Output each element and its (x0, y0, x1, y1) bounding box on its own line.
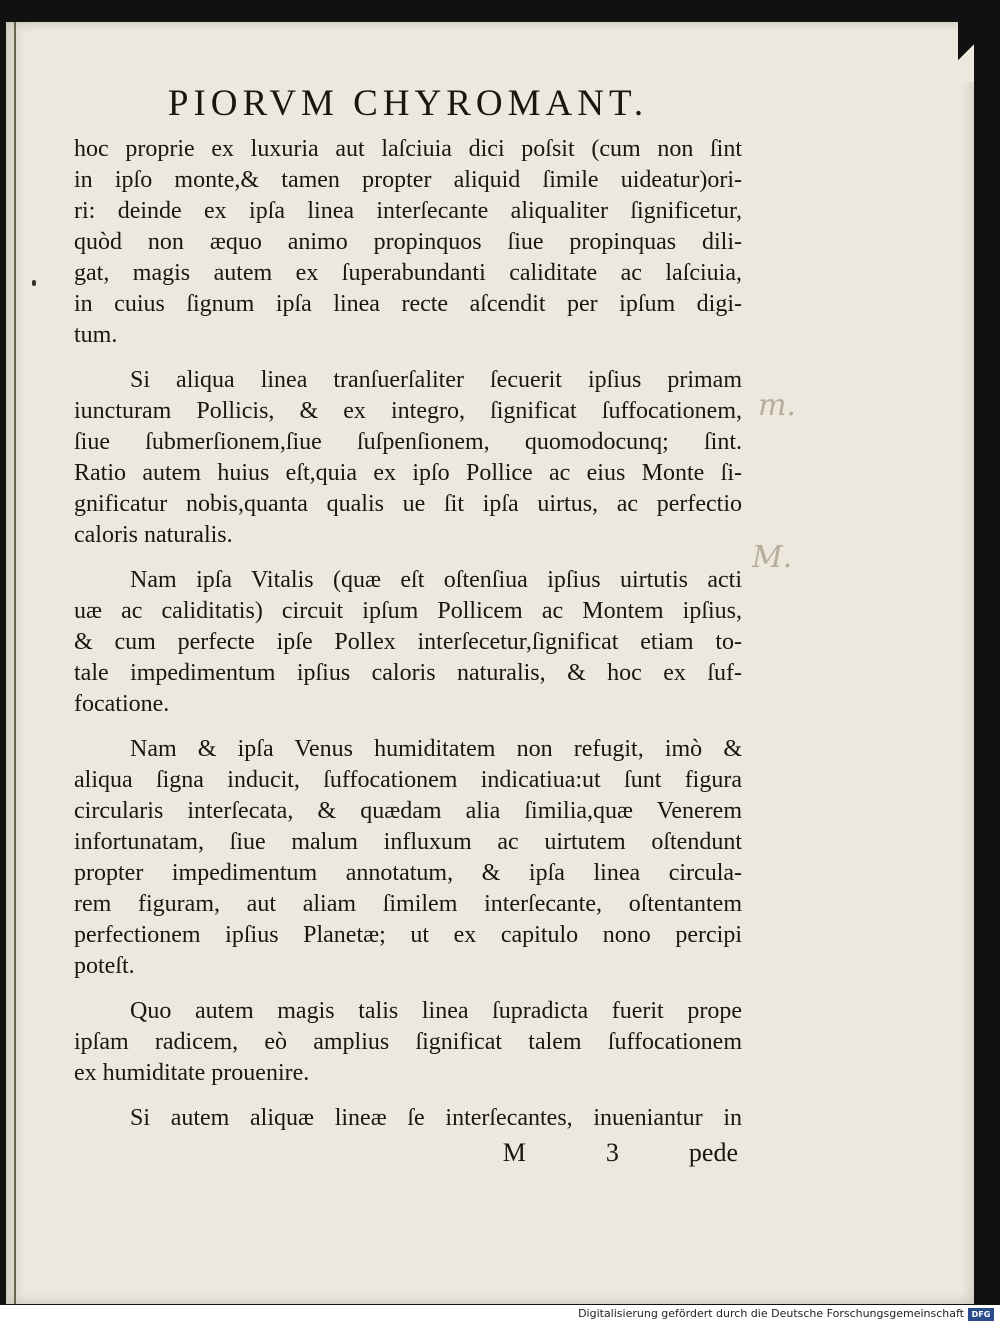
catchword: pede (688, 1138, 738, 1167)
paragraph (74, 734, 742, 982)
footer-bar (0, 1305, 1000, 1325)
paragraph (74, 1103, 742, 1134)
text-line: poteſt. (74, 953, 135, 979)
text-line: aliqua ſigna inducit, ſuffocationem indicatiua:ut ſunt figura (74, 767, 742, 793)
text-line: gat, magis autem ex ſuperabundanti caliditate ac laſciuia, (74, 260, 742, 286)
signature-line (74, 1136, 742, 1170)
text-line: ri: deinde ex ipſa linea interſecante aliqualiter ſignificetur, (74, 198, 742, 224)
margin-note: M. (752, 540, 793, 575)
text-line: & cum perfecte ipſe Pollex interſecetur,ſignificat etiam to- (74, 629, 742, 655)
text-line: Nam ipſa Vitalis (quæ eſt oſtenſiua ipſius uirtutis acti (130, 567, 742, 593)
page-corner (958, 22, 974, 82)
text-line: focatione. (74, 691, 170, 717)
text-line: propter impedimentum annotatum, & ipſa linea circula- (74, 860, 742, 886)
dfg-logo: DFG (968, 1308, 994, 1321)
text-line: rem figuram, aut aliam ſimilem interſecante, oſtentantem (74, 891, 742, 917)
text-line: circularis interſecata, & quædam alia ſimilia,quæ Venerem (74, 798, 742, 824)
text-block (74, 80, 742, 1170)
margin-note: m. (758, 388, 796, 423)
text-line: in cuius ſignum ipſa linea recte aſcendit per ipſum digi- (74, 291, 742, 317)
text-line: quòd non æquo animo propinquos ſiue propinquas dili- (74, 229, 742, 255)
text-line: iuncturam Pollicis, & ex integro, ſignificat ſuffocationem, (74, 398, 742, 424)
paragraph (74, 134, 742, 351)
text-line: tale impedimentum ipſius caloris naturalis, & hoc ex ſuf- (74, 660, 742, 686)
footer-credit: Digitalisierung gefördert durch die Deutsche Forschungsgemeinschaft (578, 1307, 964, 1320)
text-line: ſiue ſubmerſionem,ſiue ſuſpenſionem, quomodocunq; ſint. (74, 429, 742, 455)
text-line: in ipſo monte,& tamen propter aliquid ſimile uideatur)ori- (74, 167, 742, 193)
paragraph (74, 996, 742, 1089)
text-line: Ratio autem huius eſt,quia ex ipſo Pollice ac eius Monte ſi- (74, 460, 742, 486)
text-line: Si aliqua linea tranſuerſaliter ſecuerit ipſius primam (130, 367, 742, 393)
text-line: hoc proprie ex luxuria aut laſciuia dici poſsit (cum non ſint (74, 136, 742, 162)
signature-mark: M (502, 1138, 526, 1167)
paragraph (74, 365, 742, 551)
text-line: ex humiditate prouenire. (74, 1060, 310, 1086)
text-line: caloris naturalis. (74, 522, 233, 548)
text-line: ipſam radicem, eò amplius ſignificat talem ſuffocationem (74, 1029, 742, 1055)
text-line: gnificatur nobis,quanta qualis ue ſit ipſa uirtus, ac perfectio (74, 491, 742, 517)
page-gutter (14, 22, 16, 1304)
margin-mark (32, 280, 36, 286)
text-line: Si autem aliquæ lineæ ſe interſecantes, inueniantur in (130, 1105, 742, 1131)
text-line: Quo autem magis talis linea ſupradicta fuerit prope (130, 998, 742, 1024)
text-line: uæ ac caliditatis) circuit ipſum Pollicem ac Montem ipſius, (74, 598, 742, 624)
running-head: PIORVM CHYROMANT. (167, 83, 649, 124)
signature-number: 3 (605, 1138, 619, 1167)
text-line: Nam & ipſa Venus humiditatem non refugit, imò & (130, 736, 742, 762)
text-line: infortunatam, ſiue malum influxum ac uirtutem oſtendunt (74, 829, 742, 855)
text-line: tum. (74, 322, 118, 348)
paragraph (74, 565, 742, 720)
text-line: perfectionem ipſius Planetæ; ut ex capitulo nono percipi (74, 922, 742, 948)
